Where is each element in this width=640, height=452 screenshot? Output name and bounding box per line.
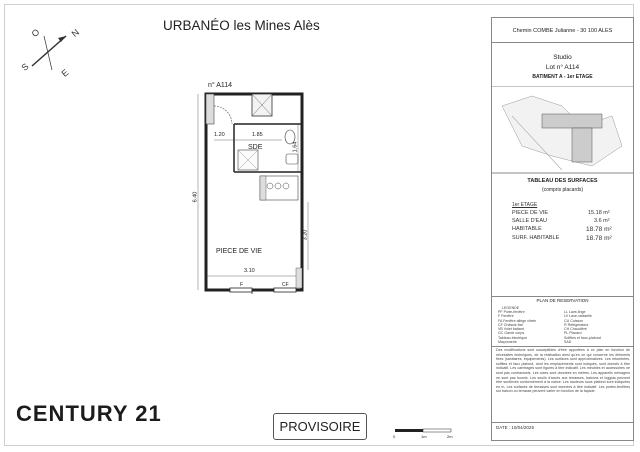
date-label: DATE : 10/04/2025 bbox=[496, 425, 534, 430]
scale-2: 2m bbox=[447, 434, 453, 439]
row-value-2: 18.78 m² bbox=[586, 226, 612, 233]
scale-bar bbox=[393, 428, 457, 442]
legend-item: CH Chaudière bbox=[564, 327, 587, 332]
legend-item: FA Fenêtre allège vitrée bbox=[498, 318, 536, 323]
floor-plan bbox=[190, 82, 320, 302]
notes-paragraph: Des modifications sont susceptibles d'être apportées à ce plan en fonction de nécessités techniques, de la réalisation ainsi qu'en ce qui concerne les éléments fixes (sanitaires, équipements). Les surfaces sont approximatives. Les retombées, soffites et faux plafond, dont les emplacements sont indiqués, sont donnés à titre indicatif. Les carrelages sont figurés à titre indicatif. Les meubles et accessoires ne sont pas contractuels. Les cotes sont données en mètres. Les appareils ménagers ne sont pas fournis. Les seuils d'accès aux terrasses, balcons et loggias peuvent être surélevés conformément à la notice. Les hauteurs sous plafond sont indiquées en m. Les surfaces de terrasses sont données à titre indicatif. Les portes-fenêtres sur balcon ou terrasse peuvent varier en fonction de la façade. bbox=[496, 348, 630, 394]
legend-right bbox=[564, 310, 601, 344]
legend-title: LEGENDE bbox=[502, 306, 520, 310]
row-label-0: PIECE DE VIE bbox=[512, 210, 549, 216]
row-label-3: SURF. HABITABLE bbox=[512, 235, 560, 241]
legend-item: PL Placard bbox=[564, 331, 582, 336]
legend-left bbox=[498, 310, 536, 344]
row-value-3: 18.78 m² bbox=[586, 235, 612, 242]
legend-item: SAD bbox=[564, 340, 572, 345]
lot-number: Lot n° A114 bbox=[545, 64, 580, 71]
row-label-1: SALLE D'EAU bbox=[512, 218, 547, 224]
room-sde-label: SDE bbox=[248, 144, 263, 151]
surfaces-subtitle: (compris placards) bbox=[541, 187, 584, 193]
legend-item: CU Cuisson bbox=[564, 318, 584, 323]
legend-item: Soffites et faux-plafond bbox=[564, 335, 601, 340]
legend-item: LL Lave-linge bbox=[564, 310, 586, 314]
legend-item: F Fenêtre bbox=[498, 314, 514, 319]
address: Chemin COMBE Julianne - 30 100 ALES bbox=[512, 28, 613, 34]
legend-item: Maçonnerie bbox=[498, 340, 517, 345]
legend-item: VB Volet battant bbox=[498, 327, 524, 332]
window-cf-label: CF bbox=[282, 282, 289, 288]
row-label-2: HABITABLE bbox=[512, 226, 542, 232]
dim-sde-width-1: 1.20 bbox=[214, 132, 225, 138]
reservation-title: PLAN DE RESERVATION bbox=[536, 298, 589, 303]
dim-sde-height: 1.64 bbox=[292, 141, 299, 153]
compass-o: O bbox=[29, 26, 42, 40]
legend-item: Tableau électrique bbox=[498, 335, 528, 340]
lot-label: n° A114 bbox=[208, 82, 233, 89]
compass-s: S bbox=[19, 61, 31, 73]
window-f-label: F bbox=[240, 282, 244, 288]
legend-item: PF Porte-fenêtre bbox=[498, 310, 525, 314]
surfaces-title: TABLEAU DES SURFACES bbox=[527, 178, 598, 184]
legend-item: LV Lave-vaisselle bbox=[564, 314, 592, 319]
floor-label: 1er ETAGE bbox=[512, 202, 538, 208]
dim-total-height: 6.40 bbox=[192, 191, 199, 203]
row-value-0: 15.18 m² bbox=[588, 210, 610, 216]
scale-0: 0 bbox=[393, 434, 396, 439]
scale-1: 1m bbox=[421, 434, 427, 439]
legend-item: R Réfrigérateur bbox=[564, 322, 589, 327]
building-floor: BATIMENT A - 1er ETAGE bbox=[532, 74, 593, 80]
legend-item: CF Châssis fixe bbox=[498, 322, 524, 327]
info-panel bbox=[491, 17, 634, 441]
compass bbox=[14, 22, 86, 84]
brand-logo: CENTURY 21 bbox=[16, 401, 162, 426]
compass-n: N bbox=[69, 27, 81, 39]
site-plan-thumbnail bbox=[492, 86, 633, 174]
dim-sde-width-2: 1.85 bbox=[252, 132, 263, 138]
room-piece-label: PIECE DE VIE bbox=[216, 248, 262, 255]
compass-e: E bbox=[59, 67, 71, 79]
floor-plan-drawing bbox=[190, 82, 320, 302]
page-title: URBANÉO les Mines Alès bbox=[163, 18, 320, 33]
row-value-1: 3.6 m² bbox=[594, 218, 610, 224]
status-badge: PROVISOIRE bbox=[273, 413, 367, 440]
dim-piece-height: 3.20 bbox=[302, 229, 309, 241]
unit-type: Studio bbox=[553, 54, 572, 61]
dim-width: 3.10 bbox=[244, 268, 255, 274]
legend-item: GC Garde corps bbox=[498, 331, 525, 336]
